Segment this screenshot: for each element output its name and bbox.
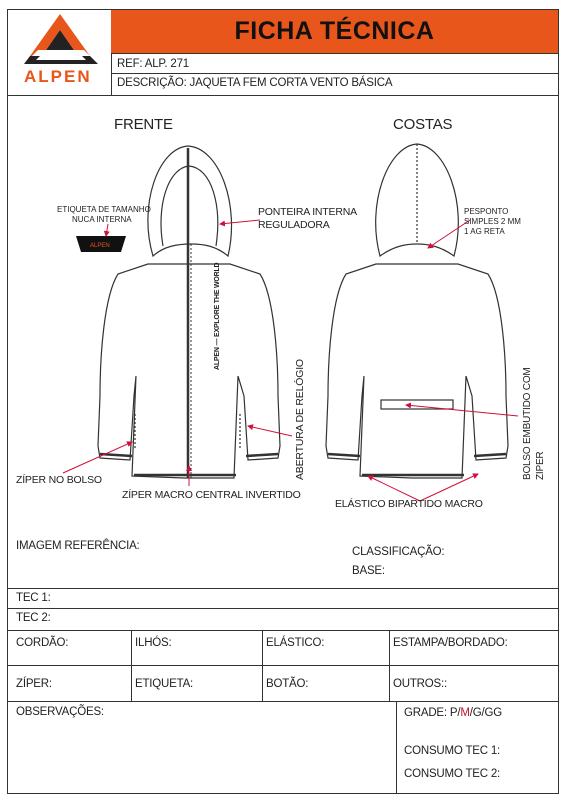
reference-image-label: IMAGEM REFERÊNCIA:	[16, 540, 140, 552]
title-bar	[111, 10, 558, 53]
tech-sheet	[7, 9, 559, 794]
classification-label: CLASSIFICAÇÃO:	[352, 546, 445, 558]
front-view-label: FRENTE	[114, 116, 173, 133]
tag-label: ETIQUETA:	[135, 678, 194, 690]
eyelets-label: ILHÓS:	[135, 637, 172, 649]
consumption-tec2: CONSUMO TEC 2:	[404, 768, 501, 780]
embedded-pocket-callout: BOLSO EMBUTIDO COM	[522, 367, 533, 480]
others-label: OUTROS::	[393, 678, 447, 690]
drawcord-callout: PONTEIRA INTERNA	[258, 206, 357, 218]
front-jacket	[98, 146, 280, 478]
stitch-callout-2: SIMPLES 2 MM	[464, 217, 521, 226]
grade-label: GRADE: P/M/G/GG	[404, 707, 502, 719]
drawcord-callout-2: REGULADORA	[258, 219, 330, 231]
neck-tag-icon	[76, 236, 126, 252]
logo	[8, 10, 111, 95]
print-label: ESTAMPA/BORDADO:	[393, 637, 508, 649]
consumption-tec1: CONSUMO TEC 1:	[404, 745, 501, 757]
elastic-callout: ELÁSTICO BIPARTIDO MACRO	[335, 498, 483, 510]
embedded-pocket-callout-2: ZIPER	[535, 451, 546, 480]
base-label: BASE:	[352, 565, 385, 577]
stitch-callout: PESPONTO	[464, 207, 509, 216]
button-label: BOTÃO:	[266, 678, 309, 690]
cord-label: CORDÃO:	[16, 637, 69, 649]
size-label-callout: ETIQUETA DE TAMANHO	[57, 205, 151, 214]
pocket-zip-callout: ZÍPER NO BOLSO	[16, 474, 102, 486]
watch-opening-callout: ABERTURA DE RELÓGIO	[294, 359, 306, 480]
ref-code: REF: ALP. 271	[117, 58, 189, 70]
jacket-flat-sketch	[8, 96, 558, 516]
brand-name: ALPEN	[24, 67, 92, 86]
page-title: FICHA TÉCNICA	[234, 17, 435, 45]
stitch-callout-3: 1 AG RETA	[464, 227, 505, 236]
tec1-label: TEC 1:	[16, 592, 51, 604]
tec2-label: TEC 2:	[16, 612, 51, 624]
size-label-callout-2: NUCA INTERNA	[72, 215, 132, 224]
zipper-label: ZÍPER:	[16, 678, 52, 690]
description: DESCRIÇÃO: JAQUETA FEM CORTA VENTO BÁSICA	[117, 77, 393, 89]
elastic-label: ELÁSTICO:	[266, 637, 325, 649]
center-zip-callout: ZÍPER MACRO CENTRAL INVERTIDO	[122, 489, 301, 501]
chest-print: ALPEN — EXPLORE THE WORLD	[214, 262, 221, 370]
svg-text:ALPEN: ALPEN	[90, 243, 110, 249]
mountain-logo-icon	[8, 10, 111, 70]
notes-label: OBSERVAÇÕES:	[16, 706, 104, 718]
back-view-label: COSTAS	[393, 116, 453, 133]
back-jacket	[326, 144, 508, 478]
